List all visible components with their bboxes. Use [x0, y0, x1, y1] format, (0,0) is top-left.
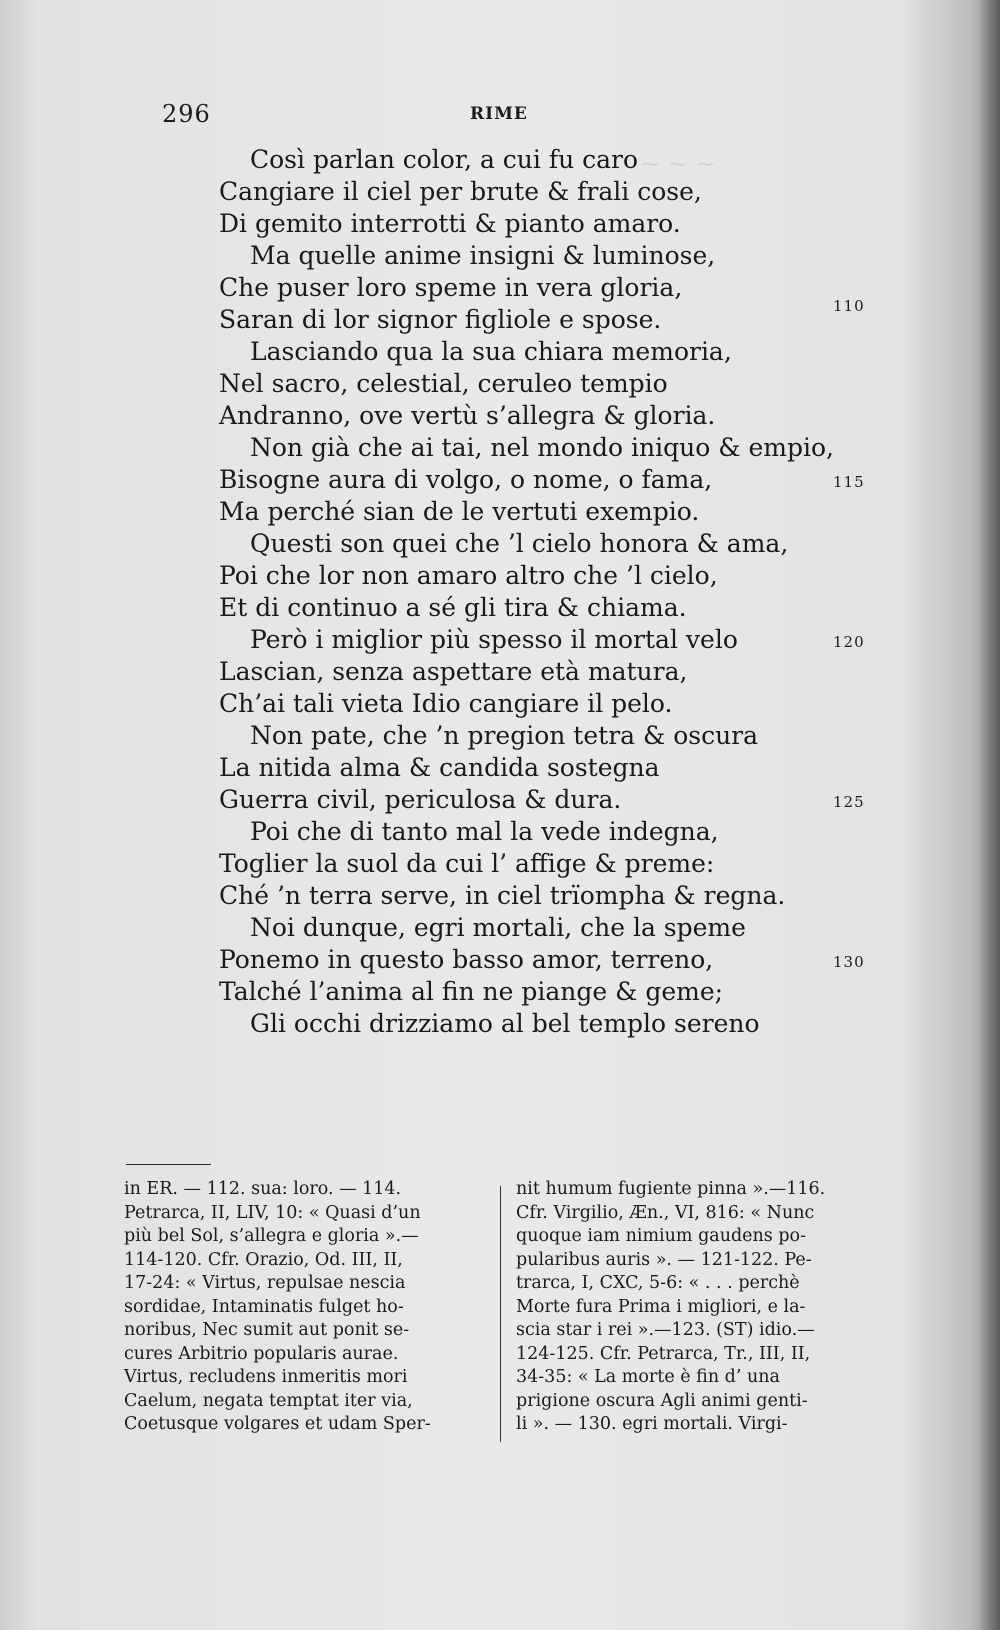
verse-line: Gli occhi drizziamo al bel templo sereno [250, 1009, 760, 1038]
footnote-line: trarca, I, CXC, 5-6: « . . . perchè [516, 1273, 800, 1293]
line-number: 130 [833, 953, 865, 971]
footnote-line: prigione oscura Agli animi genti- [516, 1390, 808, 1411]
footnote-line: 17-24: « Virtus, repulsae nescia [124, 1273, 406, 1293]
page-header [0, 100, 1000, 130]
verse-line: Et di continuo a sé gli tira & chiama. [219, 593, 687, 622]
verse-line: Non pate, che ’n pregion tetra & oscura [250, 721, 759, 750]
verse-line: Guerra civil, periculosa & dura. [219, 785, 622, 814]
verse-line: Talché l’anima al fin ne piange & geme; [219, 977, 724, 1006]
footnote-line: più bel Sol, s’allegra e gloria ».— [124, 1226, 419, 1246]
line-number: 110 [833, 297, 865, 315]
footnote-line: Caelum, negata temptat iter via, [124, 1390, 413, 1411]
line-number: 120 [833, 633, 865, 651]
footnote-line: scia star i rei ».—123. (ST) idio.— [516, 1320, 815, 1340]
verse-line: La nitida alma & candida sostegna [219, 753, 660, 782]
show-through-texture: ~ ~ ~ [640, 150, 716, 178]
footnote-line: Petrarca, II, LIV, 10: « Quasi d’un [124, 1202, 421, 1223]
verse-line: Ma perché sian de le vertuti exempio. [219, 497, 700, 526]
footnote-line: pularibus auris ». — 121-122. Pe- [516, 1249, 812, 1270]
verse-line: Che puser loro speme in vera gloria, [219, 273, 683, 302]
footnote-line: cures Arbitrio popularis aurae. [124, 1343, 399, 1364]
verse-line: Non già che ai tai, nel mondo iniquo & empio, [250, 433, 834, 462]
verse-line: Noi dunque, egri mortali, che la speme [250, 913, 746, 942]
verse-line: Saran di lor signor figliole e spose. [219, 305, 662, 334]
verse-line: Lasciando qua la sua chiara memoria, [250, 337, 732, 366]
footnote-line: 114-120. Cfr. Orazio, Od. III, II, [124, 1249, 403, 1270]
verse-line: Questi son quei che ’l cielo honora & ama, [250, 529, 789, 558]
verse-line: Poi che lor non amaro altro che ’l cielo, [219, 561, 718, 590]
footnote-line: quoque iam nimium gaudens po- [516, 1226, 807, 1246]
verse-line: Ma quelle anime insigni & luminose, [250, 241, 716, 270]
footnote-line: noribus, Nec sumit aut ponit se- [124, 1320, 410, 1340]
footnotes-left-column [124, 1178, 484, 1437]
footnote-line: li ». — 130. egri mortali. Virgi- [516, 1414, 788, 1434]
column-divider [500, 1186, 501, 1442]
footnote-rule [126, 1164, 211, 1165]
verse-line: Ché ’n terra serve, in ciel trïompha & regna. [219, 881, 786, 910]
footnotes-right-column [516, 1178, 876, 1437]
verse-line: Ponemo in questo basso amor, terreno, [219, 945, 714, 974]
footnote-line: 124-125. Cfr. Petrarca, Tr., III, II, [516, 1343, 811, 1364]
verse-line: Ch’ai tali vieta Idio cangiare il pelo. [219, 689, 673, 718]
footnote-line: Virtus, recludens inmeritis mori [124, 1367, 408, 1387]
footnote-line: 34-35: « La morte è fin d’ una [516, 1367, 780, 1387]
verse-line: Però i miglior più spesso il mortal velo [250, 625, 738, 654]
verse-line: Toglier la suol da cui l’ affige & preme: [219, 849, 715, 878]
footnote-line: Coetusque volgares et udam Sper- [124, 1414, 431, 1434]
verse-line: Andranno, ove vertù s’allegra & gloria. [219, 401, 716, 430]
line-number: 125 [833, 793, 865, 811]
footnote-line: Morte fura Prima i migliori, e la- [516, 1296, 806, 1317]
running-title: RIME [470, 104, 528, 124]
page-edge-shadow [978, 0, 1000, 1630]
footnote-line: nit humum fugiente pinna ».—116. [516, 1179, 826, 1199]
footnote-line: sordidae, Intaminatis fulget ho- [124, 1296, 404, 1317]
page-number: 296 [162, 100, 211, 128]
verse-line: Cangiare il ciel per brute & frali cose, [219, 177, 702, 206]
verse-line: Nel sacro, celestial, ceruleo tempio [219, 369, 668, 398]
verse-line: Così parlan color, a cui fu caro [250, 145, 639, 174]
verse-line: Poi che di tanto mal la vede indegna, [250, 817, 719, 846]
line-number: 115 [833, 473, 865, 491]
footnote-line: Cfr. Virgilio, Æn., VI, 816: « Nunc [516, 1202, 815, 1223]
verse-line: Lascian, senza aspettare età matura, [219, 657, 688, 686]
footnote-line: in ER. — 112. sua: loro. — 114. [124, 1179, 402, 1199]
verse-line: Bisogne aura di volgo, o nome, o fama, [219, 465, 713, 494]
verse-line: Di gemito interrotti & pianto amaro. [219, 209, 681, 238]
